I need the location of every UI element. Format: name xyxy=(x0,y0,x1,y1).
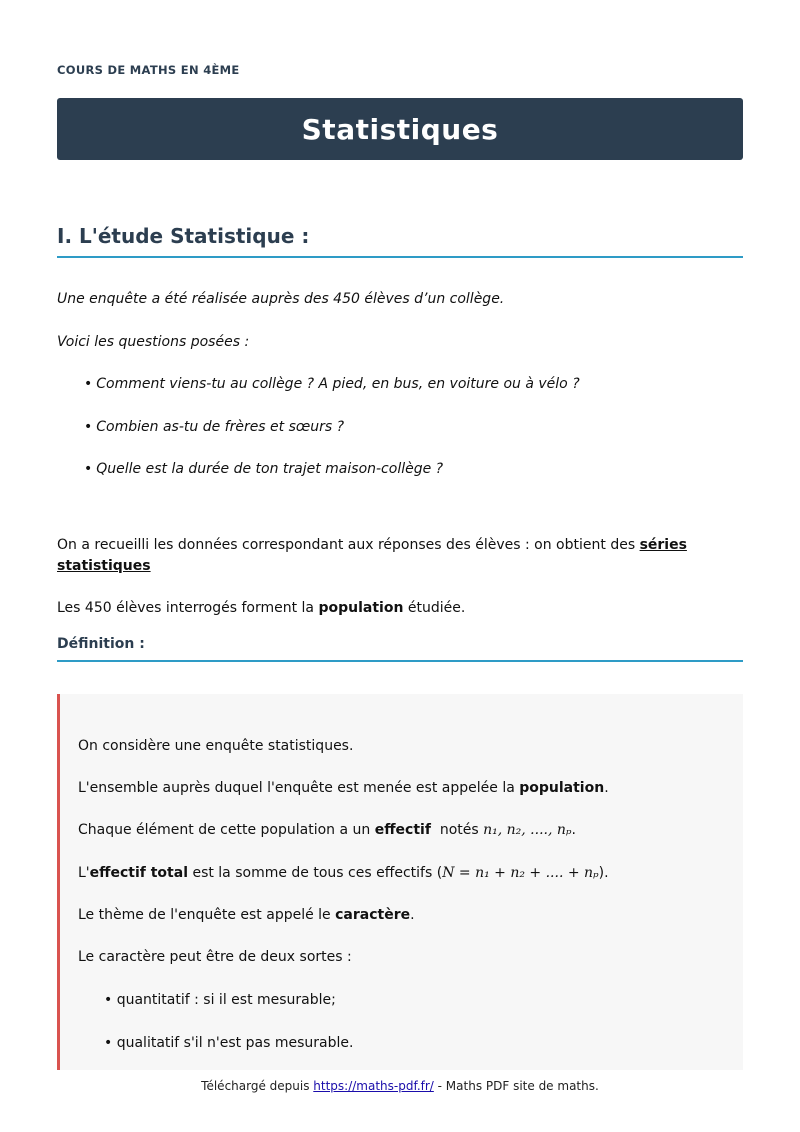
text-segment: ). xyxy=(598,865,609,881)
text-segment: L'ensemble auprès duquel l'enquête est menée est appelée la xyxy=(78,780,520,796)
footer-link[interactable]: https://maths-pdf.fr/ xyxy=(313,1079,434,1093)
population-prefix: Les 450 élèves interrogés forment la xyxy=(57,600,319,616)
math-formula: N = n₁ + n₂ + .... + nₚ xyxy=(442,865,599,881)
definition-box xyxy=(57,694,743,1070)
definition-line xyxy=(78,820,576,841)
text-segment: Chaque élément de cette population a un xyxy=(78,822,375,838)
section-heading xyxy=(57,224,743,258)
definition-line xyxy=(78,905,415,926)
population-term: population xyxy=(318,600,404,616)
bullet-icon: • xyxy=(84,418,93,435)
list-item xyxy=(104,990,353,1033)
question-text: Comment viens-tu au collège ? A pied, en bus, en voiture ou à vélo ? xyxy=(96,376,580,392)
bullet-icon: • xyxy=(104,992,117,1008)
types-list xyxy=(104,990,353,1075)
collected-paragraph xyxy=(57,535,743,577)
list-item xyxy=(84,459,580,502)
text-segment: est la somme de tous ces effectifs ( xyxy=(188,865,443,881)
text-segment: . xyxy=(604,780,609,796)
question-text: Combien as-tu de frères et sœurs ? xyxy=(96,418,345,435)
population-paragraph xyxy=(57,598,465,619)
list-item xyxy=(104,1033,353,1076)
definition-line: On considère une enquête statistiques. xyxy=(78,738,354,754)
questions-intro: Voici les questions posées : xyxy=(57,334,250,350)
list-item xyxy=(84,417,580,460)
series-link[interactable]: séries statistiques xyxy=(57,537,687,574)
term-caractere: caractère xyxy=(335,907,411,923)
definition-line xyxy=(78,778,609,799)
text-segment: . xyxy=(571,822,576,838)
term-effectif-total: effectif total xyxy=(89,865,188,881)
section-title: I. L'étude Statistique : xyxy=(57,224,310,248)
type-text: quantitatif : si il est mesurable; xyxy=(116,992,336,1008)
questions-list xyxy=(84,374,580,502)
text-segment: L' xyxy=(78,865,90,881)
definition-line xyxy=(78,863,609,884)
term-effectif: effectif xyxy=(374,822,431,838)
footer-suffix: - Maths PDF site de maths. xyxy=(433,1079,599,1093)
bullet-icon: • xyxy=(84,376,93,392)
bullet-icon: • xyxy=(84,461,93,477)
term-population: population xyxy=(519,780,605,796)
population-suffix: étudiée. xyxy=(403,600,466,616)
type-text: qualitatif s'il n'est pas mesurable. xyxy=(116,1034,354,1051)
footer-prefix: Téléchargé depuis xyxy=(201,1079,314,1093)
intro-text: Une enquête a été réalisée auprès des 450 élèves d’un collège. xyxy=(57,291,505,307)
footer xyxy=(0,1079,800,1093)
math-formula: n₁, n₂, ...., nₚ xyxy=(483,822,572,838)
collected-text: On a recueilli les données correspondant aux réponses des élèves : on obtient des xyxy=(57,537,640,553)
question-text: Quelle est la durée de ton trajet maison-collège ? xyxy=(96,461,444,477)
page-title: Statistiques xyxy=(301,112,499,146)
title-banner xyxy=(57,98,743,160)
list-item xyxy=(84,374,580,417)
text-segment: . xyxy=(410,907,415,923)
text-segment: notés xyxy=(430,822,484,838)
definition-heading: Définition : xyxy=(57,636,743,662)
course-label: COURS DE MATHS EN 4ÈME xyxy=(57,63,240,77)
bullet-icon: • xyxy=(104,1034,117,1051)
definition-line: Le caractère peut être de deux sortes : xyxy=(78,949,352,965)
text-segment: Le thème de l'enquête est appelé le xyxy=(78,907,336,923)
